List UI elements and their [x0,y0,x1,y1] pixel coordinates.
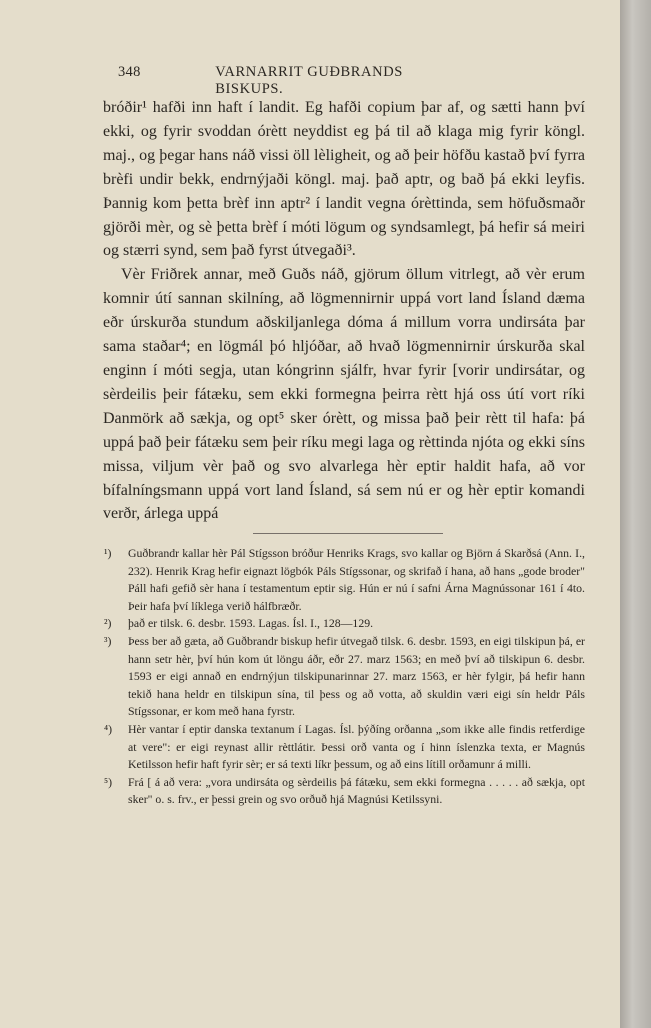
footnote-text: Guðbrandr kallar hèr Pál Stígsson bróður Henriks Krags, svo kallar og Björn á Skarðsá (Ann. I., 232). Henrik Krag hefir eignazt lögbók Páls Stígssonar, og skrifað í hana, að hans „gode broder" Páll hafi gefið sèr hana í testamentum eptir sig. Hún er nú í safni Árna Magnússonar 161 í 4to. Þeir hafa því líklega verið hálfbræðr. [128,546,585,613]
footnote-text: það er tilsk. 6. desbr. 1593. Lagas. Ísl. I., 128—129. [128,616,374,631]
footnote-mark: ¹) [104,546,112,560]
footnote-mark: ⁴) [104,721,113,736]
footnote [104,615,585,633]
main-text [103,96,585,526]
footnote-mark: ²) [104,616,112,631]
footnote-divider [253,533,443,534]
footnote [104,774,585,809]
footnote-text: Hèr vantar í eptir danska textanum í Lagas. Ísl. þýðíng orðanna „som ikke alle findis retferdige at vere": er eigi reynast allir rèttlátir. Þessi orð vanta og í hinn íslenzka texta, er Magnús Ketilsson hefir haft fyrir sèr; er sá texti líkr þessum, og að eins lítill orðamunr á milli. [128,721,585,772]
footnote-text: Frá [ á að vera: „vora undirsáta og sèrdeilis þá fátæku, sem ekki formegna . . . . . að sækja, opt sker" o. s. frv., er þessi grein og svo orðuð hjá Magnúsi Ketilssyni. [128,774,585,807]
footnote [104,633,585,721]
book-binding-edge [620,0,651,1028]
body-paragraph: bróðir¹ hafði inn haft í landit. Eg hafði copium þar af, og sætti hann því ekki, og fyrir svoddan órètt neyddist eg þá til að klaga mig fyrir köngl. maj., og þegar hans náð vissi öll lèligheit, og að þeir höfðu kastað því fyrra brèfi undir bekk, endrnýjaði köngl. maj. það aptr, og bað þá ekki leyfis. Þannig kom þetta brèf inn aptr² í landit vegna órèttinda, sem höfuðsmaðr gjörði mèr, og sè þetta brèf í móti lögum og syndsamlegt, þá hefir sá meiri og stærri synd, sem það fyrst útvegaði³. [103,99,585,260]
footnotes [104,545,585,809]
running-title: VARNARRIT GUÐBRANDS BISKUPS. [215,64,403,97]
body-paragraph: Vèr Friðrek annar, með Guðs náð, gjörum öllum vitrlegt, að vèr erum komnir útí sannan skilníng, að lögmennirnir uppá vort land Ísland dæma eðr úrskurða stundum aðskiljanlega dóma á millum vorra undirsáta þar sama staðar⁴; en lögmál þó hljóðar, að hvað lögmennirnir úrskurða skal enginn í móti segja, utan kóngrinn sjálfr, hvar fyrir [vorir undirsátar, og sèrdeilis þeir fátæku, sem ekki formegna þeirra rètt hjá oss útí vort ríki Danmörk að sækja, og opt⁵ sker órètt, og missa það þeir rètt til hafa: þá uppá það þeir fátæku sem þeir ríku megi laga og rèttinda njóta og ekki síns missa, viljum vèr það og svo alvarlega hèr eptir haldit hafa, að vor bífalníngsmann uppá vort land Ísland, sá sem nú er og hèr eptir komandi verðr, árlega uppá [103,266,585,523]
footnote [104,721,585,774]
footnote-mark: ³) [104,633,112,648]
page-header [118,64,468,98]
footnote-mark: ⁵) [104,774,113,789]
footnote-text: Þess ber að gæta, að Guðbrandr biskup hefir útvegað tilsk. 6. desbr. 1593, en eigi tilskipun þá, er hann setr hèr, því hún kom út löngu áðr, eðr 27. marz 1563; en með því að tilskipun 6. desbr. 1593 er eigi annað en endrnýjun tilskipunarinnar 27. marz 1563, er hèr fylgir, þá hefir hann tekið hana heldr en tilskipun sína, til þess og að votta, að skuldin væri eigi sín heldr Páls Stígssonar, er kom með hana fyrstr. [128,633,585,719]
footnote [104,545,585,615]
page-number: 348 [118,64,141,80]
